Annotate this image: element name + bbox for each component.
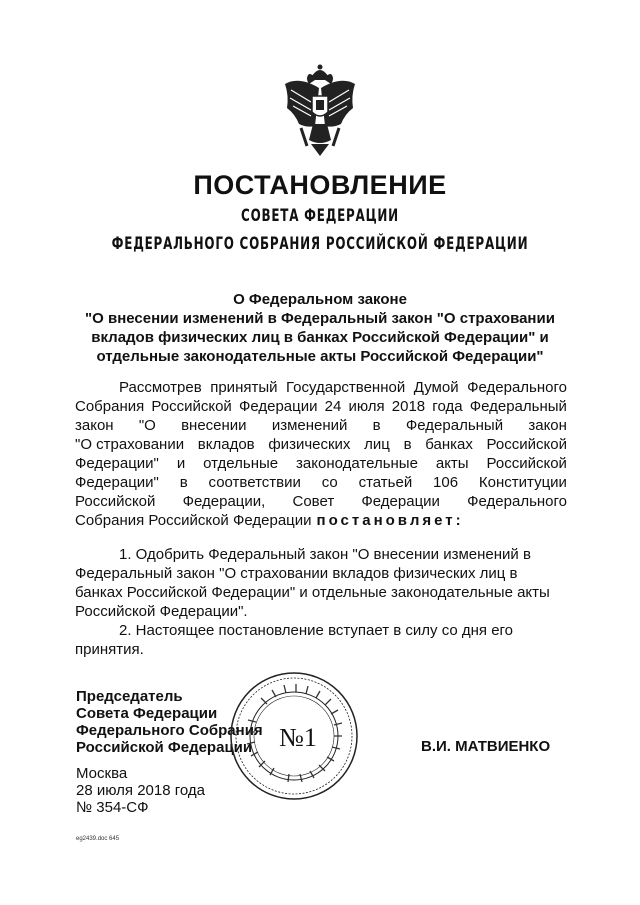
word: Государственной [286, 379, 406, 396]
word: вкладов [197, 436, 255, 453]
point-1-line: Федеральный закон "О страховании вкладов физических лиц в [75, 565, 518, 582]
signer-role: Председатель [76, 688, 183, 705]
signer-role: Российской Федерации [76, 739, 253, 756]
word: изменений [271, 417, 348, 434]
word: статьей [358, 474, 413, 491]
point-1-line: 1. Одобрить Федеральный закон "О внесении изменений в [119, 546, 531, 563]
signer-role: Федерального Собрания [76, 722, 263, 739]
subject-line: О Федеральном законе [233, 291, 407, 308]
word: Рассмотрев [119, 379, 202, 396]
word: Федерального [467, 379, 567, 396]
word: Совет [292, 493, 335, 510]
word: в [179, 474, 188, 491]
word: лиц [364, 436, 390, 453]
signer-role: Совета Федерации [76, 705, 218, 722]
point-1-line: Российской Федерации". [75, 603, 248, 620]
word: в [372, 417, 381, 434]
subject-line: отдельные законодательные акты Российской Федерации" [96, 348, 544, 365]
word: Собрания [75, 398, 145, 415]
word: внесении [181, 417, 247, 434]
coat-of-arms-icon [281, 62, 359, 158]
word: Конституции [478, 474, 567, 491]
word: в [403, 436, 412, 453]
word: банках [425, 436, 473, 453]
word: Федерации" [75, 455, 159, 472]
place-and-date [76, 765, 205, 816]
word: Думой [413, 379, 459, 396]
point-2-line: 2. Настоящее постановление вступает в силу со дня его [119, 622, 514, 639]
word: "О страховании [75, 436, 185, 453]
preamble-paragraph [75, 378, 567, 530]
word: акты [435, 455, 469, 472]
word: закон [75, 417, 114, 434]
signer-name: В.И. МАТВИЕНКО [421, 738, 551, 755]
word: 24 [324, 398, 342, 415]
file-reference: eg2439.doc 645 [76, 836, 120, 842]
word: года [432, 398, 463, 415]
word: со [321, 474, 338, 491]
word: Собрания Российской Федерации [75, 512, 312, 529]
word: Федерации [361, 493, 440, 510]
resolution-points [75, 545, 567, 659]
word: Федеральный [469, 398, 567, 415]
subject-line: вкладов физических лиц в банках Российской Федерации" и [91, 329, 549, 346]
date: 28 июля 2018 года [76, 782, 205, 799]
word: физических [268, 436, 351, 453]
word: принятый [210, 379, 278, 396]
word: соответствии [208, 474, 301, 491]
word: и [176, 455, 186, 472]
word: Федерации [238, 398, 318, 415]
word: Федерального [467, 493, 567, 510]
point-2-line: принятия. [75, 641, 144, 658]
word: Российской [151, 398, 232, 415]
document-subtitle-assembly: ФЕДЕРАЛЬНОГО СОБРАНИЯ РОССИЙСКОЙ ФЕДЕРАЦИИ [111, 234, 529, 254]
subject-line: "О внесении изменений в Федеральный закон "О страховании [85, 310, 555, 327]
document-subtitle-council: СОВЕТА ФЕДЕРАЦИИ [241, 206, 399, 226]
word: 2018 [391, 398, 426, 415]
city: Москва [76, 765, 128, 782]
document-subject [60, 290, 580, 366]
official-seal [228, 670, 360, 802]
word: Российской [486, 436, 567, 453]
seal-number: №1 [279, 723, 317, 752]
word: Федеральный [405, 417, 504, 434]
document-number: № 354-СФ [76, 799, 149, 816]
word: Российской [75, 493, 156, 510]
word: Российской [486, 455, 567, 472]
word: 106 [433, 474, 459, 491]
word: закон [528, 417, 567, 434]
word: Федерации, [182, 493, 266, 510]
resolves-word: постановляет: [316, 512, 464, 529]
word: "О [138, 417, 156, 434]
word: Федерации" [75, 474, 159, 491]
word: июля [348, 398, 385, 415]
word: отдельные [203, 455, 279, 472]
point-1-line: банках Российской Федерации" и отдельные законодательные акты [75, 584, 550, 601]
document-title: ПОСТАНОВЛЕНИЕ [193, 170, 447, 200]
word: законодательные [296, 455, 418, 472]
